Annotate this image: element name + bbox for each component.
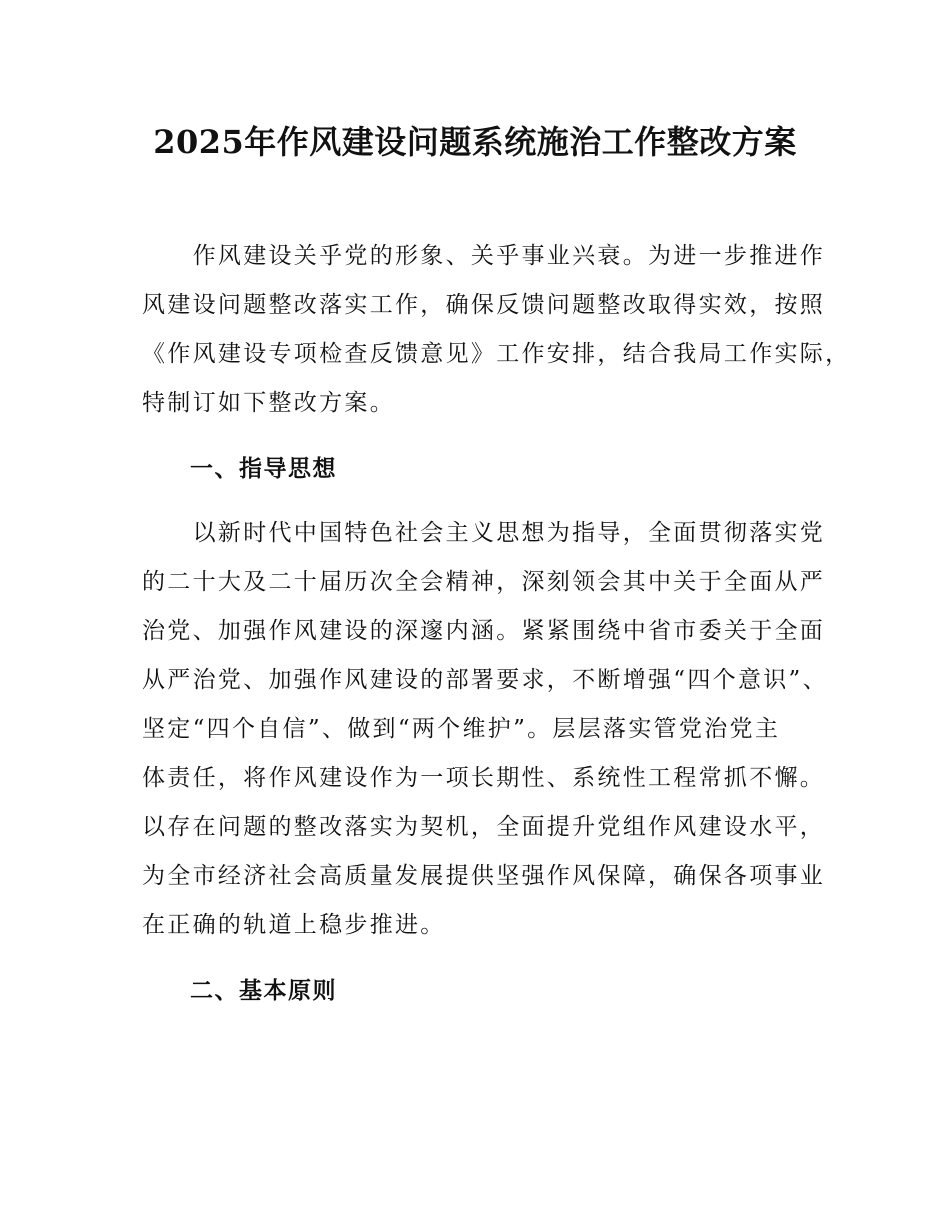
spacer bbox=[142, 950, 832, 967]
section-heading-guiding-ideology: 一、指导思想 bbox=[190, 456, 337, 482]
section1-line: 以存在问题的整改落实为契机，全面提升党组作风建设水平， bbox=[142, 814, 826, 840]
document-body bbox=[142, 232, 851, 1016]
section1-line: 在正确的轨道上稳步推进。 bbox=[142, 912, 446, 938]
intro-line: 特制订如下整改方案。 bbox=[142, 390, 395, 416]
section1-line: 治党、加强作风建设的深邃内涵。紧紧围绕中省市委关于全面 bbox=[142, 618, 826, 644]
spacer bbox=[142, 494, 832, 509]
intro-line: 《作风建设专项检查反馈意见》工作安排，结合我局工作实际， bbox=[142, 341, 851, 367]
section1-line: 体责任，将作风建设作为一项长期性、系统性工程常抓不懈。 bbox=[142, 765, 826, 791]
section1-line: 坚定“四个自信”、做到“两个维护”。层层落实管党治党主 bbox=[142, 716, 781, 742]
guiding-ideology-paragraph bbox=[142, 509, 832, 950]
intro-paragraph bbox=[142, 232, 851, 428]
section-heading-basic-principles: 二、基本原则 bbox=[190, 978, 337, 1004]
intro-line: 风建设问题整改落实工作，确保反馈问题整改取得实效，按照 bbox=[142, 292, 826, 318]
document-title: 2025年作风建设问题系统施治工作整改方案 bbox=[153, 123, 797, 161]
intro-line: 作风建设关乎党的形象、关乎事业兴衰。为进一步推进作 bbox=[142, 243, 826, 269]
section1-line: 为全市经济社会高质量发展提供坚强作风保障，确保各项事业 bbox=[142, 863, 826, 889]
section1-line: 的二十大及二十届历次全会精神，深刻领会其中关于全面从严 bbox=[142, 569, 826, 595]
section1-line: 从严治党、加强作风建设的部署要求，不断增强“四个意识”、 bbox=[142, 667, 828, 693]
section1-line: 以新时代中国特色社会主义思想为指导，全面贯彻落实党 bbox=[142, 520, 826, 546]
spacer bbox=[142, 428, 832, 445]
